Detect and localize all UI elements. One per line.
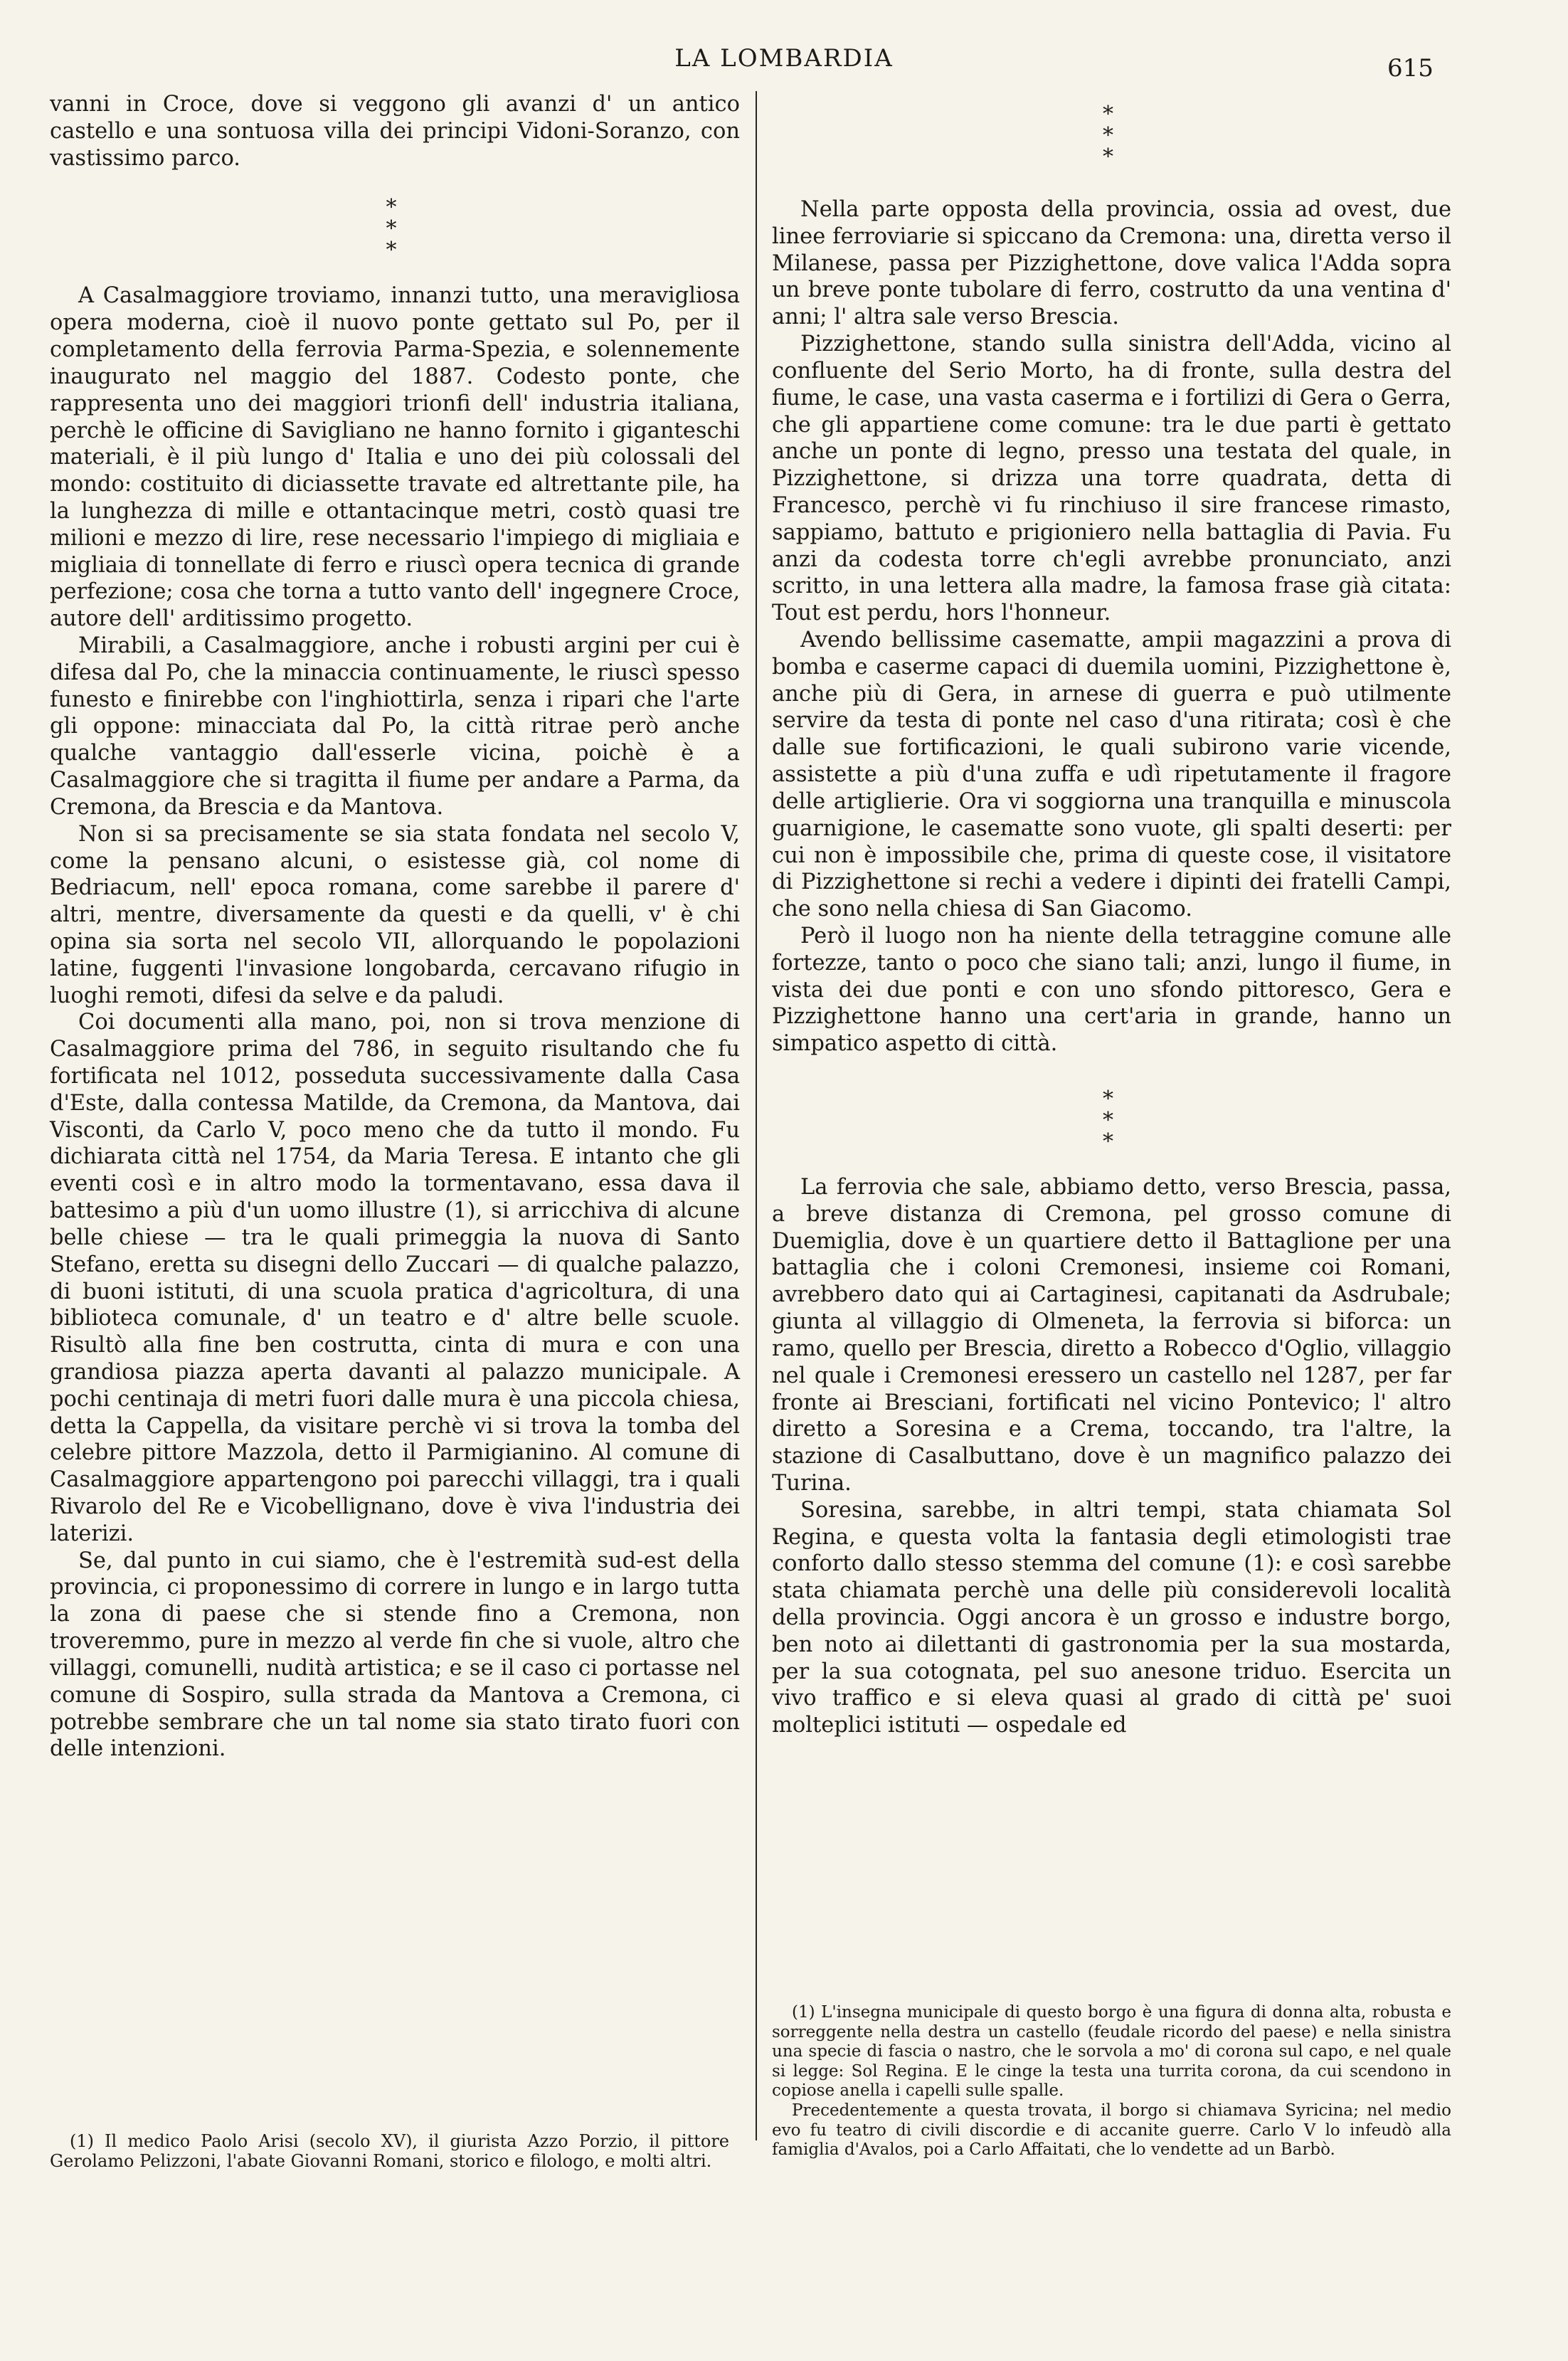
- footnote-text: (1) L'insegna municipale di questo borgo è una figura di donna alta, robusta e sorreggente nella destra un castello (feudale ricordo del paese) e nella sinistra una specie di fascia o nastro, che le sorvola a mo' di corona sul capo, e nel quale si legge: Sol Regina. E le cinge la testa una turrita corona, da cui scendono in copiose anella i capelli sulle spalle.: [772, 2003, 1451, 2101]
- paragraph: La ferrovia che sale, abbiamo detto, verso Brescia, passa, a breve distanza di Cremona, pel grosso comune di Duemiglia, dove è un quartiere detto il Battaglione per una battaglia che i coloni Cremonesi, insieme coi Romani, avrebbero dato qui ai Cartaginesi, capitanati da Asdrubale; giunta al villaggio di Olmeneta, la ferrovia si biforca: un ramo, quello per Brescia, diretto a Robecco d'Oglio, villaggio nel quale i Cremonesi eressero un castello nel 1287, per far fronte ai Bresciani, fortificati nel vicino Pontevico; l' altro diretto a Soresina e a Crema, toccando, tra l'altre, la stazione di Casalbuttano, dove è un magnifico palazzo dei Turina.: [772, 1175, 1451, 1496]
- paragraph: Soresina, sarebbe, in altri tempi, stata chiamata Sol Regina, e questa volta la fantasia degli etimologisti trae conforto dallo stesso stemma del comune (1): e così sarebbe stata chiamata perchè una delle più considerevoli località della provincia. Oggi ancora è un grosso e industre borgo, ben noto ai dilettanti di gastronomia per la sua mostarda, per la sua cotognata, pel suo anesone triduo. Esercita un vivo traffico e si eleva quasi al grado di città pe' suoi molteplici istituti — ospedale ed: [772, 1497, 1451, 1738]
- page-number: 615: [1387, 54, 1434, 83]
- footnote-right: [772, 2003, 1451, 2160]
- section-asterism: [772, 1089, 1451, 1153]
- left-column: [50, 91, 740, 1763]
- asterism-star: *: [1103, 1129, 1121, 1154]
- paragraph: Coi documenti alla mano, poi, non si trova menzione di Casalmaggiore prima del 786, in seguito risultando che fu fortificata nel 1012, posseduta successivamente dalla Casa d'Este, dalla contessa Matilde, da Cremona, da Mantova, dai Visconti, da Carlo V, poco meno che da tutto il mondo. Fu dichiarata città nel 1754, da Maria Teresa. E intanto che gli eventi così e in altro modo la tormentavano, essa dava il battesimo a più d'un uomo illustre (1), si arricchiva di alcune belle chiese — tra le quali primeggia la nuova di Santo Stefano, eretta su disegni dello Zuccari — di qualche palazzo, di buoni istituti, di una scuola pratica d'agricoltura, di una biblioteca comunale, d' un teatro e d' altre belle scuole. Risultò alla fine ben costrutta, cinta di mura e con una grandiosa piazza aperta davanti al palazzo municipale. A pochi centinaja di metri fuori dalle mura è una piccola chiesa, detta la Cappella, da visitare perchè vi si trova la tomba del celebre pittore Mazzola, detto il Parmigianino. Al comune di Casalmaggiore appartengono poi parecchi villaggi, tra i quali Rivarolo del Re e Vicobellignano, dove è viva l'industria dei laterizi.: [50, 1010, 740, 1546]
- section-asterism: [50, 197, 740, 261]
- asterism-star: *: [386, 216, 404, 242]
- footnote-text: (1) Il medico Paolo Arisi (secolo XV), il giurista Azzo Porzio, il pittore Gerolamo Pelizzoni, l'abate Giovanni Romani, storico e filologo, e molti altri.: [50, 2131, 729, 2172]
- paragraph: Non si sa precisamente se sia stata fondata nel secolo V, come la pensano alcuni, o esistesse già, col nome di Bedriacum, nell' epoca romana, come sarebbe il parere d' altri, mentre, diversamente da questi e da quelli, v' è chi opina sia sorta nel secolo VII, allorquando le popolazioni latine, fuggenti l'invasione longobarda, cercavano rifugio in luoghi remoti, difesi da selve e da paludi.: [50, 821, 740, 1008]
- footnote-text: Precedentemente a questa trovata, il borgo si chiamava Syricina; nel medio evo fu teatro di civili discordie e di accanite guerre. Carlo V lo infeudò alla famiglia d'Avalos, poi a Carlo Affaitati, che lo vendette ad un Barbò.: [772, 2101, 1451, 2160]
- asterism-star: *: [1103, 1108, 1121, 1133]
- asterism-star: *: [1103, 1087, 1121, 1111]
- running-title: LA LOMBARDIA: [674, 44, 894, 73]
- paragraph: Nella parte opposta della provincia, ossia ad ovest, due linee ferroviarie si spiccano da Cremona: una, diretta verso il Milanese, passa per Pizzighettone, dove valica l'Adda sopra un breve ponte tubolare di ferro, costrutto da una ventina d' anni; l' altra sale verso Brescia.: [772, 197, 1451, 330]
- footnote-left: [50, 2131, 729, 2172]
- paragraph: Pizzighettone, stando sulla sinistra dell'Adda, vicino al confluente del Serio Morto, ha di fronte, sulla destra del fiume, le case, una vasta caserma e i fortilizi di Gera o Gerra, che gli appartiene come comune: tra le due parti è gettato anche un ponte di legno, presso una testata del quale, in Pizzighettone, si drizza una torre quadrata, detta di Francesco, perchè vi fu rinchiuso il sire francese rimasto, sappiamo, battuto e prigioniero nella battaglia di Pavia. Fu anzi da codesta torre ch'egli avrebbe pronunciato, anzi scritto, in una lettera alla madre, la famosa frase già citata: Tout est perdu, hors l'honneur.: [772, 332, 1451, 626]
- asterism-star: *: [1103, 123, 1121, 148]
- column-divider: [756, 91, 757, 2140]
- asterism-star: *: [1103, 144, 1121, 169]
- asterism-star: *: [386, 195, 404, 221]
- paragraph: A Casalmaggiore troviamo, innanzi tutto, una meravigliosa opera moderna, cioè il nuovo ponte gettato sul Po, per il completamento della ferrovia Parma-Spezia, e solennemente inaugurato nel maggio del 1887. Codesto ponte, che rappresenta uno dei maggiori trionfi dell' industria italiana, perchè le officine di Savigliano ne hanno fornito i giganteschi materiali, è il più lungo d' Italia e uno dei più colossali del mondo: costituito di diciassette travate ed altrettante pile, ha la lunghezza di mille e ottantacinque metri, costò quasi tre milioni e mezzo di lire, rese necessario l'impiego di migliaia e migliaia di tonnellate di ferro e riuscì opera tecnica di grande perfezione; cosa che torna a tutto vanto dell' ingegnere Croce, autore dell' arditissimo progetto.: [50, 283, 741, 632]
- paragraph: Mirabili, a Casalmaggiore, anche i robusti argini per cui è difesa dal Po, che la minaccia continuamente, le riuscì spesso funesto e finirebbe con l'inghiottirla, senza i ripari che l'arte gli oppone: minacciata dal Po, la città ritrae però anche qualche vantaggio dall'esserle vicina, poichè è a Casalmaggiore che si tragitta il fiume per andare a Parma, da Cremona, da Brescia e da Mantova.: [50, 633, 740, 820]
- paragraph: vanni in Croce, dove si veggono gli avanzi d' un antico castello e una sontuosa villa dei principi Vidoni-Soranzo, con vastissimo parco.: [50, 92, 740, 171]
- paragraph: Però il luogo non ha niente della tetraggine comune alle fortezze, tanto o poco che siano tali; anzi, lungo il fiume, in vista dei due ponti e con uno sfondo pittoresco, Gera e Pizzighettone hanno una cert'aria in grande, hanno un simpatico aspetto di città.: [772, 923, 1451, 1057]
- asterism-star: *: [386, 238, 404, 263]
- paragraph: Se, dal punto in cui siamo, che è l'estremità sud-est della provincia, ci proponessimo di correre in lungo e in largo tutta la zona di paese che si stende fino a Cremona, non troveremmo, pure in mezzo al verde fin che si vuole, altro che villaggi, comunelli, nudità artistica; e se il caso ci portasse nel comune di Sospiro, sulla strada da Mantova a Cremona, ci potrebbe sembrare che un tal nome sia stato tirato fuori con delle intenzioni.: [50, 1548, 740, 1762]
- section-asterism: [772, 104, 1451, 168]
- asterism-star: *: [1103, 102, 1121, 127]
- paragraph: Avendo bellissime casematte, ampii magazzini a prova di bomba e caserme capaci di duemila uomini, Pizzighettone è, anche più di Gera, in arnese di guerra e può utilmente servire da testa di ponte nel caso d'una ritirata; così è che dalle sue fortificazioni, le quali subirono varie vicende, assistette a più d'una zuffa e udì ripetutamente il fragore delle artiglierie. Ora vi soggiorna una tranquilla e minuscola guarnigione, le casematte sono vuote, gli spalti deserti: per cui non è impossibile che, prima di queste cose, il visitatore di Pizzighettone si rechi a vedere i dipinti dei fratelli Campi, che sono nella chiesa di San Giacomo.: [772, 628, 1451, 922]
- right-column: [772, 104, 1451, 1739]
